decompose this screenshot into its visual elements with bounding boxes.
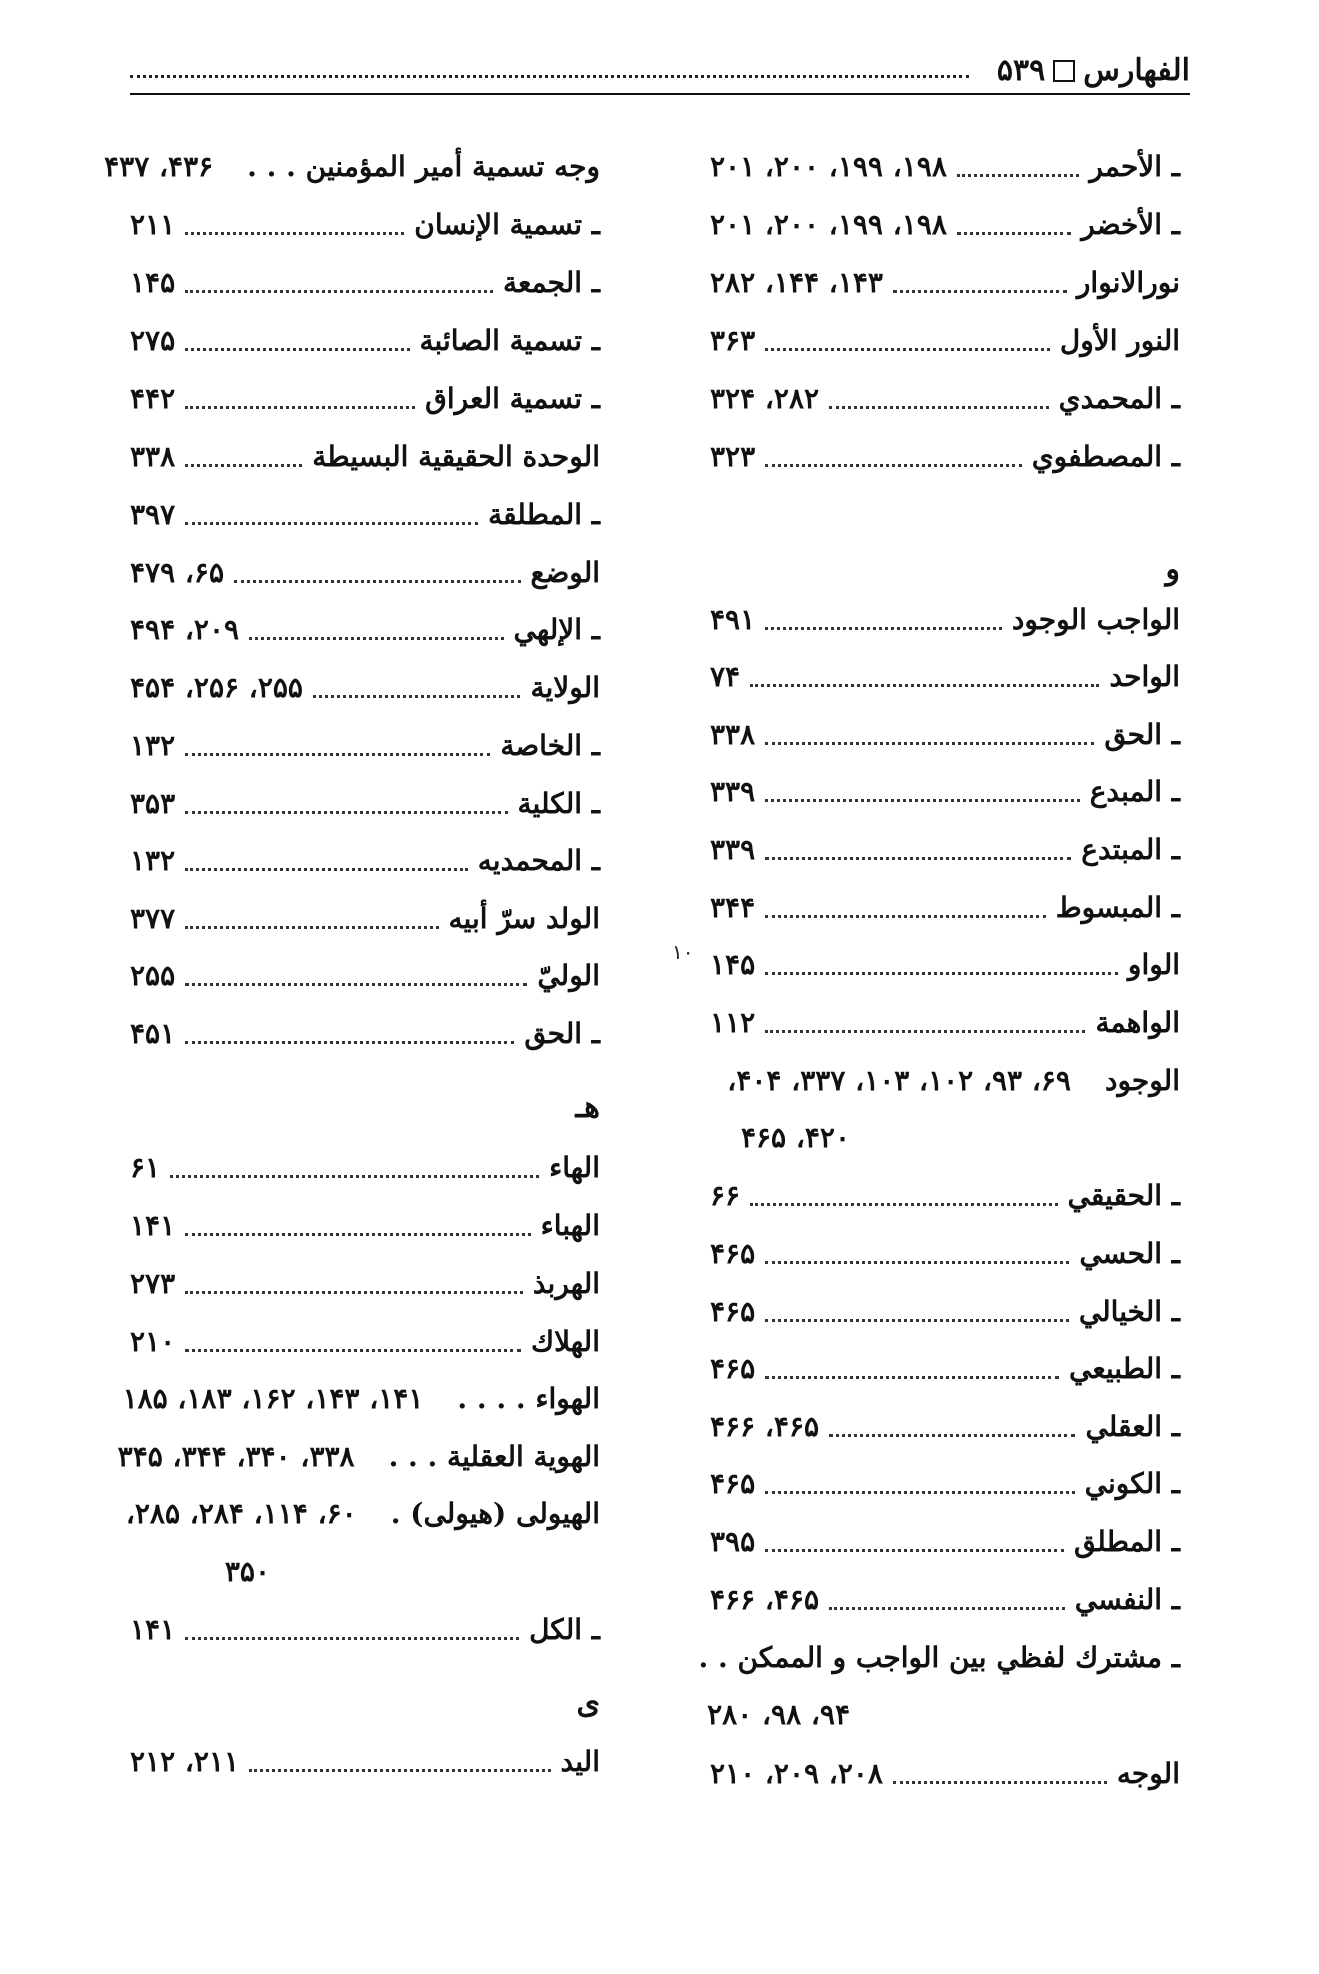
- index-entry: [130, 1260, 600, 1308]
- entry-term: ـ الأحمر: [1089, 150, 1180, 183]
- entry-term: ـ المحمديه: [477, 844, 600, 877]
- entry-leader-dots: [313, 695, 520, 698]
- entry-term: ـ الأخضر: [1081, 208, 1180, 241]
- entry-pages: ۴۶۵: [710, 1352, 756, 1385]
- entry-pages: ۶۱: [130, 1151, 161, 1184]
- index-entry: [130, 201, 600, 249]
- index-entry-continuation: [130, 1548, 600, 1596]
- index-entry: [710, 433, 1180, 481]
- entry-pages: ۴۹۱: [710, 603, 756, 636]
- index-entry: [710, 1576, 1180, 1624]
- index-entry: [710, 653, 1180, 701]
- entry-term: ـ العقلي: [1085, 1410, 1180, 1443]
- entry-leader-dots: [185, 868, 468, 871]
- index-entry: [710, 1057, 1180, 1105]
- entry-term: ـ النفسي: [1074, 1583, 1180, 1616]
- entry-pages: ۲۱۰: [130, 1325, 176, 1358]
- entry-pages: ۴۵۱: [130, 1017, 176, 1050]
- entry-pages: ۹۴، ۹۸، ۲۸۰: [707, 1698, 850, 1731]
- index-entry: [710, 1288, 1180, 1336]
- entry-pages: ۷۴: [710, 660, 741, 693]
- index-entry: [710, 826, 1180, 874]
- entry-pages: ۶۹، ۹۳، ۱۰۲، ۱۰۳، ۳۳۷، ۴۰۴،: [727, 1064, 1071, 1097]
- entry-pages: ۱۳۲: [130, 729, 176, 762]
- index-entry: [130, 1010, 600, 1058]
- index-entry: [130, 780, 600, 828]
- entry-term: الهباء: [540, 1209, 600, 1242]
- entry-pages: ۳۳۸: [130, 440, 176, 473]
- entry-leader-dots: [185, 983, 527, 986]
- square-ornament-icon: [1053, 60, 1075, 82]
- entry-term: الهواء . . . .: [457, 1382, 600, 1415]
- entry-pages: ۱۴۵: [130, 266, 176, 299]
- entry-leader-dots: [765, 464, 1022, 467]
- entry-pages: ۱۴۱: [130, 1209, 176, 1242]
- entry-term: ـ الخيالي: [1078, 1295, 1180, 1328]
- entry-pages: ۱۴۱، ۱۴۳، ۱۶۲، ۱۸۳، ۱۸۵: [122, 1382, 424, 1415]
- entry-term: ـ المبتدع: [1081, 833, 1180, 866]
- entry-leader-dots: [765, 799, 1080, 802]
- entry-pages: ۱۱۲: [710, 1006, 756, 1039]
- entry-term: ـ الخاصة: [500, 729, 600, 762]
- entry-term: ـ المصطفوي: [1031, 440, 1180, 473]
- index-entry: [710, 596, 1180, 644]
- index-entry: [130, 952, 600, 1000]
- entry-pages: ۲۰۸، ۲۰۹، ۲۱۰: [710, 1757, 883, 1790]
- entry-pages: ۳۲۳: [710, 440, 756, 473]
- entry-pages: ۳۶۳: [710, 324, 756, 357]
- page-number: ۵۳۹: [996, 53, 1046, 88]
- header-rule: [130, 93, 1190, 95]
- entry-leader-dots: [249, 637, 503, 640]
- entry-leader-dots: [185, 522, 478, 525]
- index-entry: [130, 895, 600, 943]
- entry-pages: ۶۵، ۴۷۹: [130, 556, 224, 589]
- index-entry: [130, 259, 600, 307]
- entry-leader-dots: [829, 1434, 1075, 1437]
- index-entry: [130, 1144, 600, 1192]
- index-entry: [130, 375, 600, 423]
- index-entry: [130, 317, 600, 365]
- entry-term: الهوية العقلية . . .: [388, 1440, 600, 1473]
- entry-term: الهربذ: [532, 1267, 600, 1300]
- entry-pages: ۴۲۰، ۴۶۵: [740, 1121, 850, 1154]
- entry-leader-dots: [185, 1349, 521, 1352]
- entry-pages: ۲۸۲، ۳۲۴: [710, 382, 820, 415]
- entry-term: الهاء: [549, 1151, 600, 1184]
- entry-term: الواهمة: [1095, 1006, 1180, 1039]
- section-title: الفهارس: [1083, 53, 1190, 88]
- entry-term: نورالانوار: [1076, 266, 1180, 299]
- entry-pages: ۱۹۸، ۱۹۹، ۲۰۰، ۲۰۱: [710, 150, 947, 183]
- entry-pages: ۲۷۵: [130, 324, 176, 357]
- index-entry: [130, 1202, 600, 1250]
- index-entry-continuation: [707, 1691, 1180, 1739]
- entry-term: ـ المحمدي: [1058, 382, 1180, 415]
- entry-pages: ۳۵۳: [130, 787, 176, 820]
- index-letter-heading: [130, 1084, 600, 1132]
- entry-term: الواو: [1127, 948, 1180, 981]
- entry-term: ـ الكلية: [517, 787, 600, 820]
- entry-term: النور الأول: [1059, 324, 1180, 357]
- entry-pages: ۴۳۶، ۴۳۷: [104, 150, 214, 183]
- entry-term: الوجه: [1116, 1757, 1180, 1790]
- entry-term: ـ المطلقة: [488, 498, 600, 531]
- index-entry: [710, 1230, 1180, 1278]
- index-entry: [130, 433, 600, 481]
- entry-leader-dots: [170, 1175, 539, 1178]
- entry-pages: ۴۴۲: [130, 382, 176, 415]
- entry-term: ـ الإلهي: [513, 613, 600, 646]
- entry-leader-dots: [750, 1203, 1057, 1206]
- index-entry: [710, 884, 1180, 932]
- index-entry: [710, 317, 1180, 365]
- index-entry: [710, 999, 1180, 1047]
- index-entry: [125, 1490, 600, 1538]
- entry-term: الوضع: [530, 556, 600, 589]
- entry-pages: ۱۳۲: [130, 844, 176, 877]
- entry-leader-dots: [765, 915, 1046, 918]
- index-entry: [130, 549, 600, 597]
- index-letter-heading: [130, 1680, 600, 1728]
- entry-term: ـ المطلق: [1073, 1525, 1180, 1558]
- entry-term: ـ الكل: [529, 1613, 600, 1646]
- entry-term: ـ الحسي: [1079, 1237, 1180, 1270]
- entry-leader-dots: [765, 857, 1071, 860]
- index-entry: [130, 722, 600, 770]
- entry-term: الوجود: [1104, 1064, 1180, 1097]
- index-entry: [710, 1403, 1180, 1451]
- entry-leader-dots: [185, 464, 302, 467]
- entry-pages: ۲۷۳: [130, 1267, 176, 1300]
- entry-pages: ۲۵۵: [130, 959, 176, 992]
- entry-leader-dots: [765, 972, 1118, 975]
- entry-term: الواحد: [1109, 660, 1180, 693]
- entry-pages: ۱۴۵: [710, 948, 756, 981]
- entry-leader-dots: [185, 1637, 519, 1640]
- entry-leader-dots: [765, 1549, 1064, 1552]
- index-entry: [130, 491, 600, 539]
- entry-leader-dots: [185, 290, 493, 293]
- index-entry: [130, 837, 600, 885]
- entry-leader-dots: [185, 1233, 531, 1236]
- entry-pages: ۲۱۱: [130, 208, 176, 241]
- entry-pages: ۳۳۸: [710, 718, 756, 751]
- letter-heading-text: هـ: [575, 1090, 600, 1125]
- index-entry: [710, 1518, 1180, 1566]
- entry-pages: ۱۴۱: [130, 1613, 176, 1646]
- entry-pages: ۳۷۷: [130, 902, 176, 935]
- margin-line-number: ۱۰: [672, 940, 694, 964]
- entry-leader-dots: [185, 1041, 514, 1044]
- entry-pages: ۶۶: [710, 1179, 741, 1212]
- entry-term: اليد: [560, 1745, 600, 1778]
- index-entry: [710, 375, 1180, 423]
- entry-term: الوليّ: [537, 959, 600, 992]
- entry-leader-dots: [249, 1769, 550, 1772]
- index-entry: [104, 143, 600, 191]
- entry-leader-dots: [185, 348, 409, 351]
- entry-term: ـ الحق: [524, 1017, 600, 1050]
- entry-leader-dots: [765, 1261, 1069, 1264]
- entry-pages: ۴۶۵، ۴۶۶: [710, 1410, 820, 1443]
- index-entry: [130, 1738, 600, 1786]
- index-entry: [710, 1460, 1180, 1508]
- entry-leader-dots: [765, 348, 1050, 351]
- entry-leader-dots: [765, 1319, 1069, 1322]
- entry-pages: ۶۰، ۱۱۴، ۲۸۴، ۲۸۵،: [125, 1497, 357, 1530]
- header-leader-dots: [130, 74, 969, 78]
- entry-leader-dots: [185, 753, 490, 756]
- entry-pages: ۳۳۹: [710, 775, 756, 808]
- entry-leader-dots: [829, 406, 1049, 409]
- entry-term: ـ المبدع: [1089, 775, 1180, 808]
- entry-term: ـ الطبيعي: [1069, 1352, 1180, 1385]
- index-entry-continuation: [710, 1114, 1180, 1162]
- entry-leader-dots: [185, 232, 404, 235]
- entry-term: الواجب الوجود: [1011, 603, 1180, 636]
- entry-pages: ۳۹۵: [710, 1525, 756, 1558]
- entry-pages: ۱۹۸، ۱۹۹، ۲۰۰، ۲۰۱: [710, 208, 947, 241]
- entry-pages: ۴۶۵: [710, 1295, 756, 1328]
- entry-leader-dots: [765, 1491, 1075, 1494]
- entry-leader-dots: [893, 1781, 1107, 1784]
- index-entry: [130, 1606, 600, 1654]
- index-entry: [710, 1172, 1180, 1220]
- index-entry: [710, 1345, 1180, 1393]
- entry-term: ـ الحق: [1104, 718, 1180, 751]
- entry-leader-dots: [185, 1291, 523, 1294]
- entry-leader-dots: [893, 290, 1067, 293]
- entry-term: ـ الجمعة: [502, 266, 600, 299]
- index-letter-heading: [710, 546, 1180, 594]
- entry-pages: ۳۳۹: [710, 833, 756, 866]
- index-entry: [117, 1433, 600, 1481]
- entry-leader-dots: [765, 1030, 1085, 1033]
- index-entry: [130, 606, 600, 654]
- entry-term: ـ تسمية العراق: [425, 382, 600, 415]
- entry-leader-dots: [750, 684, 1099, 687]
- entry-term: الوحدة الحقيقية البسيطة: [312, 440, 600, 473]
- entry-pages: ۳۴۴: [710, 891, 756, 924]
- entry-leader-dots: [829, 1607, 1065, 1610]
- index-entry: [130, 664, 600, 712]
- entry-pages: ۳۳۸، ۳۴۰، ۳۴۴، ۳۴۵: [117, 1440, 355, 1473]
- entry-leader-dots: [185, 926, 438, 929]
- entry-pages: ۲۰۹، ۴۹۴: [130, 613, 240, 646]
- index-entry: [710, 941, 1180, 989]
- entry-term: ـ المبسوط: [1055, 891, 1180, 924]
- index-entry: [710, 259, 1180, 307]
- running-header: [130, 38, 1190, 88]
- entry-term: ـ الكوني: [1084, 1467, 1180, 1500]
- entry-pages: ۲۵۵، ۲۵۶، ۴۵۴: [130, 671, 303, 704]
- index-entry: [710, 143, 1180, 191]
- letter-heading-text: ى: [576, 1686, 600, 1721]
- entry-pages: ۴۶۵: [710, 1467, 756, 1500]
- index-entry: [698, 1634, 1180, 1682]
- entry-pages: ۴۶۵: [710, 1237, 756, 1270]
- entry-leader-dots: [234, 580, 521, 583]
- entry-leader-dots: [765, 1376, 1059, 1379]
- index-entry: [130, 1318, 600, 1366]
- entry-pages: ۴۶۵، ۴۶۶: [710, 1583, 820, 1616]
- entry-leader-dots: [765, 742, 1094, 745]
- entry-pages: ۱۴۳، ۱۴۴، ۲۸۲: [710, 266, 883, 299]
- entry-term: ـ تسمية الصائبة: [419, 324, 600, 357]
- entry-term: الولاية: [530, 671, 600, 704]
- entry-pages: ۲۱۱، ۲۱۲: [130, 1745, 240, 1778]
- entry-leader-dots: [957, 232, 1071, 235]
- entry-pages: ۳۹۷: [130, 498, 176, 531]
- entry-term: ـ الحقيقي: [1067, 1179, 1180, 1212]
- entry-term: ـ تسمية الإنسان: [414, 208, 600, 241]
- entry-term: الهلاك: [530, 1325, 600, 1358]
- entry-term: الهيولى (هيولى) .: [390, 1497, 600, 1530]
- entry-pages: ۳۵۰: [224, 1555, 270, 1588]
- entry-leader-dots: [957, 174, 1079, 177]
- index-entry: [122, 1375, 600, 1423]
- entry-term: ـ مشترك لفظي بين الواجب و الممكن . .: [698, 1641, 1180, 1674]
- index-entry: [710, 711, 1180, 759]
- letter-heading-text: و: [1165, 552, 1180, 587]
- entry-leader-dots: [765, 627, 1002, 630]
- entry-term: وجه تسمية أمير المؤمنين . . .: [247, 150, 600, 183]
- index-entry: [710, 201, 1180, 249]
- index-entry: [710, 1750, 1180, 1798]
- entry-leader-dots: [185, 811, 507, 814]
- index-entry: [710, 768, 1180, 816]
- entry-leader-dots: [185, 406, 415, 409]
- entry-term: الولد سرّ أبيه: [448, 902, 600, 935]
